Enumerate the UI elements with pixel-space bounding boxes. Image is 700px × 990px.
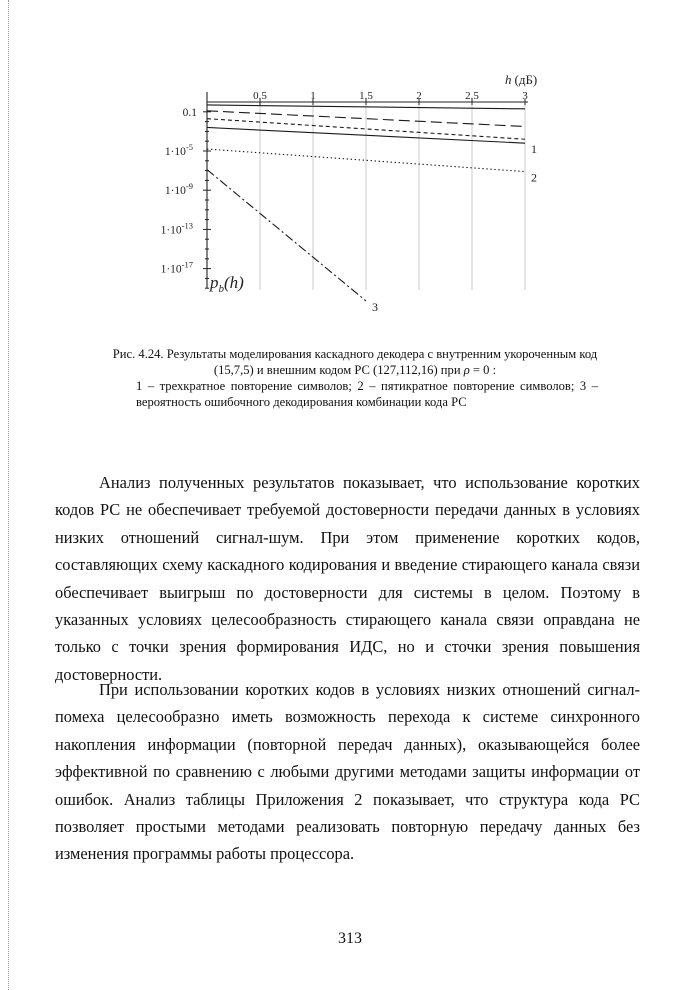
y-tick-label: $1\cdot 10^{-5}$ bbox=[164, 142, 193, 158]
ber-chart bbox=[150, 62, 560, 314]
y-tick-label: $1\cdot 10^{-13}$ bbox=[160, 220, 193, 237]
x-tick-label: 3 bbox=[522, 90, 528, 102]
y-tick-label: 0.1 bbox=[182, 106, 197, 119]
y-tick-label: $1\cdot 10^{-17}$ bbox=[160, 259, 193, 276]
x-tick-label: 2.5 bbox=[465, 90, 479, 102]
body-paragraph-2: При использовании коротких кодов в условиях низких отношений сигнал-помеха целесообразно иметь возможность перехода к системе синхронного накопления информации (повторной передач данных), оказывающейся более эффективной по сравнению с любыми другими методами защиты информации от ошибок. Анализ таблицы Приложения 2 показывает, что структура кода РС позволяет простыми методами реализовать повторную передачу данных без изменения программы работы процессора. bbox=[55, 680, 640, 864]
series-label-3: 3 bbox=[372, 299, 378, 314]
y-tick-label: $1\cdot 10^{-9}$ bbox=[164, 181, 193, 198]
x-tick-label: 1 bbox=[310, 90, 316, 102]
caption-legend: 1 – трехкратное повторение символов; 2 – пятикратное повторение символов; 3 – вероятность ошибочного декодирования комбинации кода РС bbox=[136, 379, 598, 409]
y-axis-label: $p_b(h)$ bbox=[210, 273, 244, 295]
chart-canvas bbox=[150, 62, 560, 314]
x-axis-label: h (дБ) bbox=[505, 72, 538, 87]
x-tick-label: 0.5 bbox=[253, 90, 267, 102]
page-edge-rule bbox=[8, 0, 9, 990]
series-label-2: 2 bbox=[531, 170, 537, 185]
body-paragraph-1: Анализ полученных результатов показывает, что использование коротких кодов РС не обеспечивает требуемой достоверности передачи данных в условиях низких отношений сигнал-шум. При этом применение коротких кодов, составляющих схему каскадного кодирования и введение стирающего канала связи обеспечивает выигрыш по достоверности для системы в целом. Поэтому в указанных условиях целесообразность стирающего канала связи оправдана не только с точки зрения формирования ИДС, но и сточки зрения повышения достоверности. bbox=[55, 473, 640, 684]
caption-title: Рис. 4.24. Результаты моделирования каскадного декодера с внутренним укороченным код (15,7,5) и внешним кодом РС (127,112,16) при ρ = 0 : bbox=[112, 347, 598, 377]
x-tick-label: 1.5 bbox=[359, 90, 373, 102]
x-tick-label: 2 bbox=[416, 90, 422, 102]
page-number: 313 bbox=[338, 930, 362, 947]
figure-caption bbox=[112, 346, 598, 410]
series-label-1: 1 bbox=[531, 142, 537, 157]
